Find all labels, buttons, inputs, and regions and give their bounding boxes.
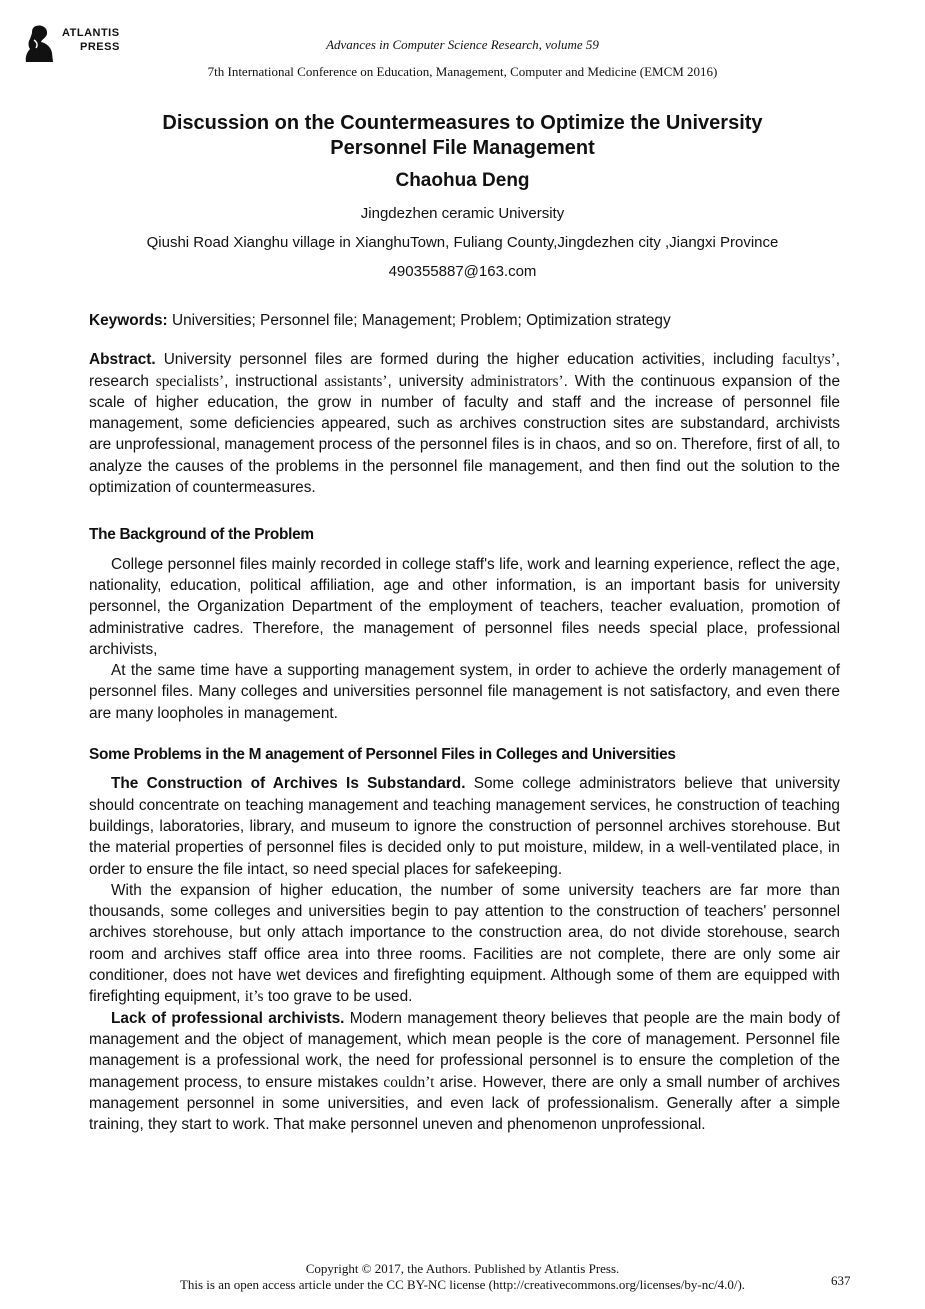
problems-paragraph-3-term: couldn’t	[383, 1073, 435, 1091]
abstract-text-3: , instructional	[224, 372, 325, 390]
problems-paragraph-3-text-a: Modern management theory believes that people are the main body of management and the object of management, which mean people is the core of management. Personnel file management is a professional work, the need for professional personnel is to ensure the completion of the management process, to ensure mistakes	[89, 1009, 840, 1091]
paper-title	[0, 111, 925, 161]
affiliation: Jingdezhen ceramic University	[360, 205, 565, 222]
title-line2: Personnel File Management	[330, 137, 595, 159]
problems-paragraph-2-term: it’s	[244, 988, 264, 1006]
page-number: 637	[831, 1273, 851, 1288]
keywords	[89, 310, 840, 331]
problems-paragraph-2-text-b: too grave to be used.	[263, 988, 413, 1006]
problems-paragraph-2-text-a: With the expansion of higher education, the number of some university teachers are far more than thousands, some colleges and universities begin to pay attention to the construction of teachers' personnel archives storehouse, but only attach importance to the construction area, do not divide storehouse, search room and archives staff office area into three rooms. Facilities are not complete, there are only some air conditioner, does not have wet devices and firefighting equipment. Although some of them are equipped with firefighting equipment,	[89, 881, 840, 1006]
footer-license: This is an open access article under the CC BY-NC license (http://creativecommons.org/licenses/by-nc/4.0/).	[179, 1277, 746, 1292]
address: Qiushi Road Xianghu village in XianghuTown, Fuliang County,Jingdezhen city ,Jiangxi Province	[146, 234, 779, 251]
keywords-text: Universities; Personnel file; Management; Problem; Optimization strategy	[167, 312, 671, 329]
journal-header: Advances in Computer Science Research, volume 59	[326, 37, 599, 52]
problems-paragraph-1-text: Some college administrators believe that university should concentrate on teaching management and teaching management services, he construction of teaching buildings, laboratories, library, and museum to ignore the construction of personnel archives storehouse. But the material properties of personnel files is decided only to put moisture, mildew, in a well-ventilated place, in order to ensure the file intact, so need special places for safekeeping.	[89, 775, 841, 878]
abstract-term-3: assistants’	[324, 372, 388, 390]
abstract-text-4: , university	[387, 372, 471, 390]
title-line1: Discussion on the Countermeasures to Optimize the University	[162, 112, 763, 134]
problems-paragraph-2	[89, 880, 840, 1008]
abstract-term-1: facultys’	[781, 351, 836, 369]
subheading-archivists: Lack of professional archivists.	[111, 1009, 345, 1027]
logo-line2: PRESS	[80, 41, 120, 53]
email[interactable]: 490355887@163.com	[388, 263, 537, 280]
author-name: Chaohua Deng	[395, 170, 530, 191]
subheading-substandard: The Construction of Archives Is Substandard.	[111, 775, 466, 793]
abstract-text-2: , research	[89, 351, 840, 390]
problems-paragraph-1	[89, 773, 840, 879]
abstract-term-4: administrators’	[470, 372, 564, 390]
paper-body	[89, 310, 840, 1135]
conference-header: 7th International Conference on Education, Management, Computer and Medicine (EMCM 2016)	[207, 64, 718, 79]
abstract-label: Abstract.	[89, 351, 156, 369]
abstract-term-2: specialists’	[155, 372, 225, 390]
problems-paragraph-3	[89, 1008, 840, 1136]
abstract-text-5: . With the continuous expansion of the scale of higher education, the grow in number of faculty and staff and the increase of personnel file management, some deficiencies appeared, such as archives construction sites are substandard, archivists are unprofessional, management process of the personnel files is in chaos, and so on. Therefore, first of all, to analyze the causes of the problems in the personnel file management, and then find out the solution to the optimization of countermeasures.	[89, 372, 841, 497]
section-heading-background: The Background of the Problem	[89, 526, 314, 544]
logo-line1: ATLANTIS	[62, 27, 120, 39]
abstract	[89, 349, 840, 498]
problems-paragraph-3-text-b: arise. However, there are only a small number of archives management personnel in some universities, and even lack of professionalism. Generally after a simple training, they start to work. That make personnel uneven and phenomenon unprofessional.	[89, 1073, 840, 1134]
abstract-text-1: University personnel files are formed during the higher education activities, including	[155, 351, 782, 369]
background-paragraph-2: At the same time have a supporting management system, in order to achieve the orderly management of personnel files. Many colleges and universities personnel file management is not satisfactory, and even there are many loopholes in management.	[89, 662, 840, 722]
section-heading-problems: Some Problems in the M anagement of Personnel Files in Colleges and Universities	[89, 746, 676, 764]
keywords-label: Keywords:	[89, 312, 168, 329]
footer-copyright: Copyright © 2017, the Authors. Published by Atlantis Press.	[305, 1261, 620, 1276]
background-paragraph-1: College personnel files mainly recorded in college staff's life, work and learning experience, reflect the age, nationality, education, political affiliation, age and other information, is an important basis for university personnel, the Organization Department of the employment of teachers, teacher evaluation, promotion of administrative cadres. Therefore, the management of personnel files needs special place, professional archivists,	[89, 555, 840, 658]
